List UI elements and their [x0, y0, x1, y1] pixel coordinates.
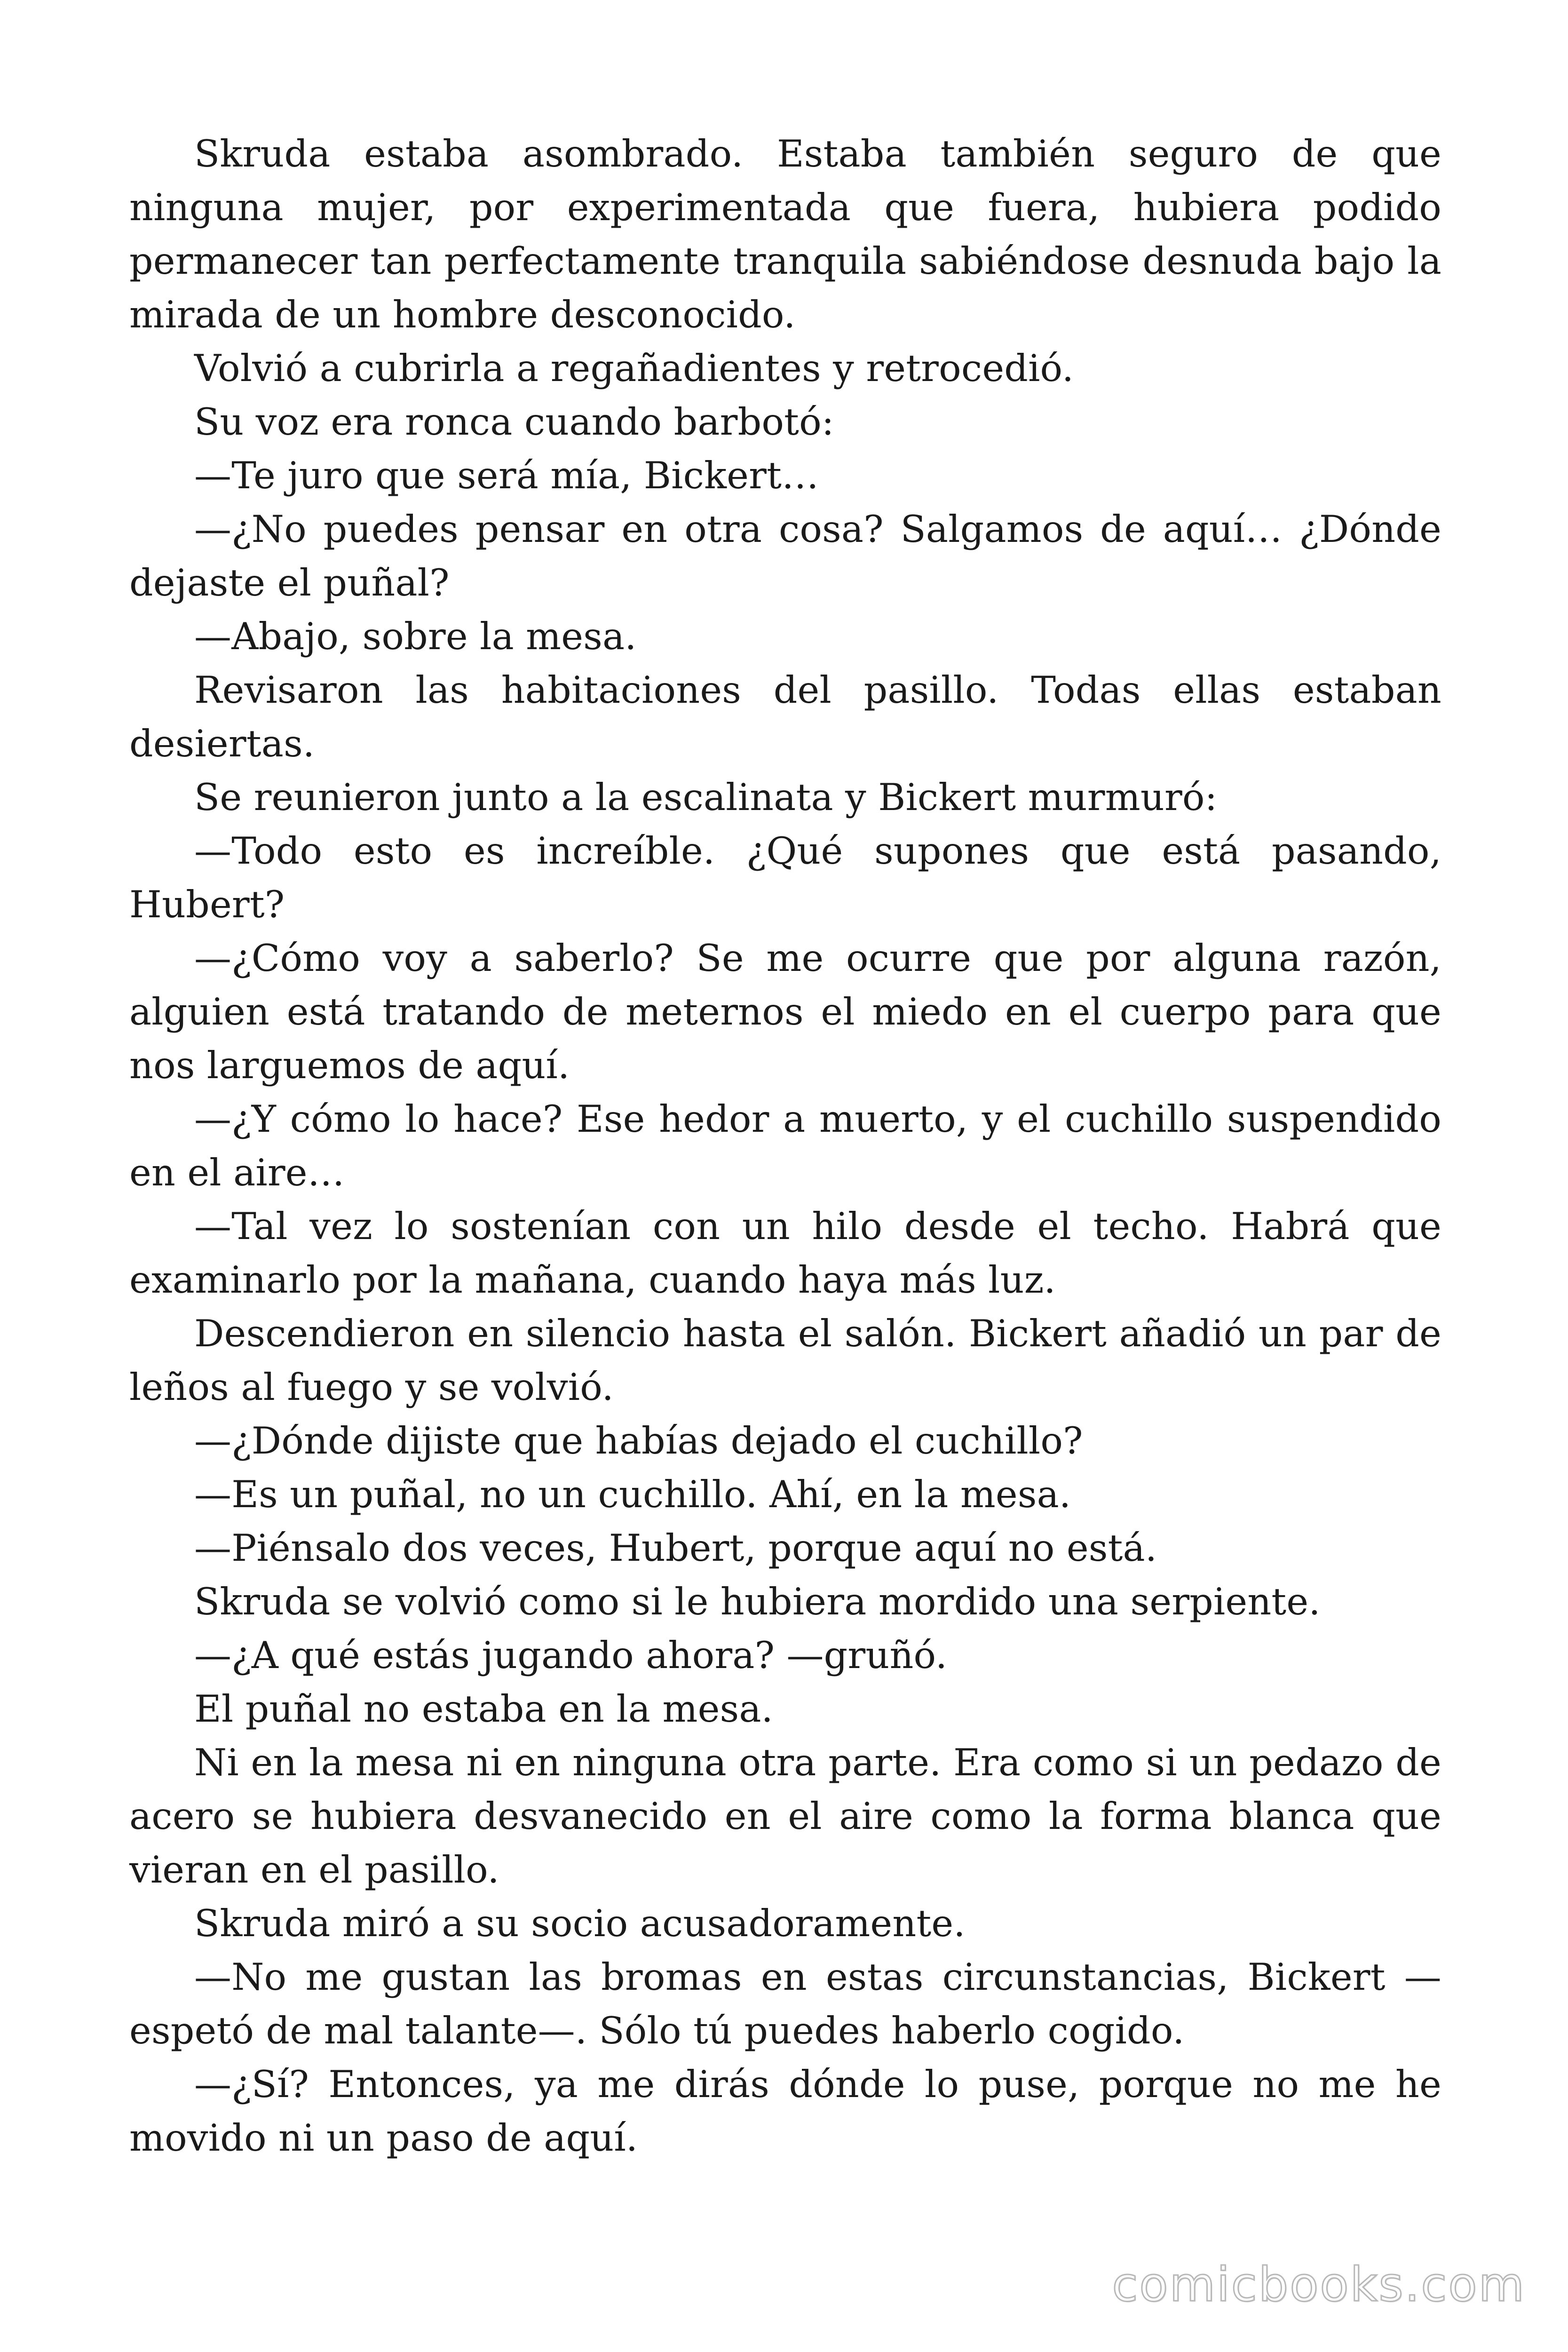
- paragraph: —Piénsalo dos veces, Hubert, porque aquí no está.: [194, 1526, 1157, 1570]
- paragraph: —No me gustan las bromas en estas circunstancias, Bickert —espetó de mal talante—. Sólo tú puedes haberlo cogido.: [129, 1955, 1441, 2052]
- paragraph: Skruda miró a su socio acusadoramente.: [194, 1902, 966, 1945]
- paragraph: Descendieron en silencio hasta el salón. Bickert añadió un par de leños al fuego y se volvió.: [129, 1312, 1441, 1409]
- watermark: comicbooks.com: [1112, 2257, 1526, 2312]
- paragraph: Se reunieron junto a la escalinata y Bickert murmuró:: [194, 776, 1218, 819]
- paragraph: —Tal vez lo sostenían con un hilo desde el techo. Habrá que examinarlo por la mañana, cuando haya más luz.: [129, 1205, 1441, 1302]
- paragraph: —¿A qué estás jugando ahora? —gruñó.: [194, 1634, 948, 1677]
- paragraph: —Te juro que será mía, Bickert…: [194, 454, 819, 497]
- paragraph: —¿Cómo voy a saberlo? Se me ocurre que por alguna razón, alguien está tratando de meternos el miedo en el cuerpo para que nos larguemos de aquí.: [129, 937, 1441, 1087]
- paragraph: Skruda estaba asombrado. Estaba también seguro de que ninguna mujer, por experimentada que fuera, hubiera podido permanecer tan perfectamente tranquila sabiéndose desnuda bajo la mirada de un hombre desconocido.: [129, 132, 1441, 336]
- paragraph: —Es un puñal, no un cuchillo. Ahí, en la mesa.: [194, 1473, 1071, 1516]
- paragraph: El puñal no estaba en la mesa.: [194, 1687, 773, 1731]
- paragraph: Skruda se volvió como si le hubiera mordido una serpiente.: [194, 1580, 1321, 1623]
- paragraph: —¿No puedes pensar en otra cosa? Salgamos de aquí… ¿Dónde dejaste el puñal?: [129, 508, 1441, 604]
- paragraph: Volvió a cubrirla a regañadientes y retrocedió.: [194, 347, 1074, 390]
- paragraph: Revisaron las habitaciones del pasillo. Todas ellas estaban desiertas.: [129, 668, 1441, 765]
- paragraph: —¿Dónde dijiste que habías dejado el cuchillo?: [194, 1419, 1083, 1462]
- paragraph: —Abajo, sobre la mesa.: [194, 615, 637, 658]
- paragraph: Su voz era ronca cuando barbotó:: [194, 400, 834, 444]
- paragraph: —Todo esto es increíble. ¿Qué supones que está pasando, Hubert?: [129, 829, 1441, 926]
- page-body-text: [129, 127, 1441, 2165]
- paragraph: Ni en la mesa ni en ninguna otra parte. Era como si un pedazo de acero se hubiera desvanecido en el aire como la forma blanca que vieran en el pasillo.: [129, 1741, 1441, 1891]
- paragraph: —¿Y cómo lo hace? Ese hedor a muerto, y el cuchillo suspendido en el aire…: [129, 1097, 1441, 1194]
- paragraph: —¿Sí? Entonces, ya me dirás dónde lo puse, porque no me he movido ni un paso de aquí.: [129, 2063, 1441, 2160]
